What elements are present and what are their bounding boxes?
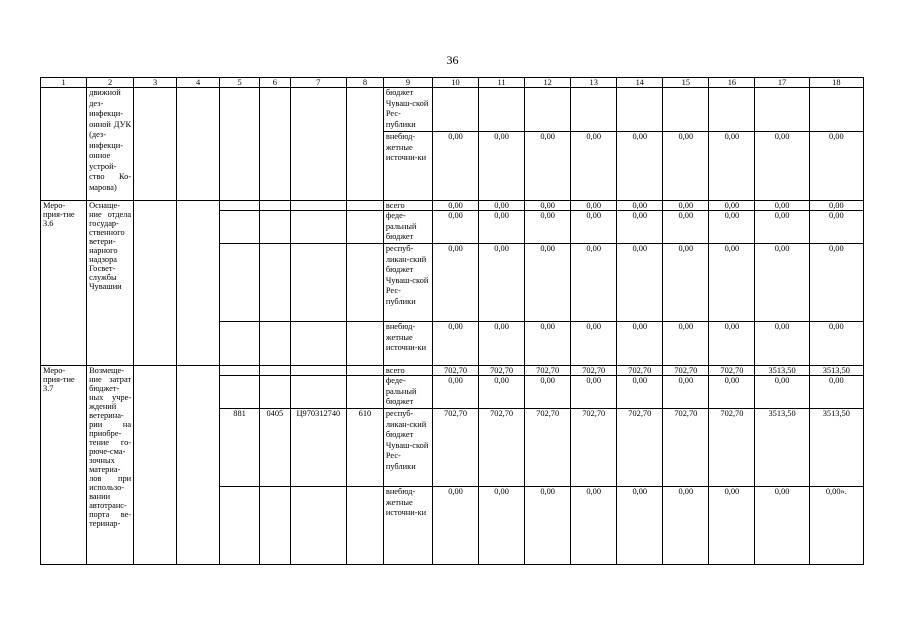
value-cell: 0,00 <box>525 244 571 322</box>
value-cell: 702,70 <box>617 366 663 376</box>
header-cell: 1 <box>41 78 87 88</box>
cell-c7 <box>290 366 346 376</box>
empty-cell <box>177 366 220 565</box>
value-cell: 0,00 <box>479 132 525 201</box>
empty-cell <box>134 366 177 565</box>
value-cell: 0,00 <box>709 376 755 409</box>
value-cell: 0,00». <box>809 487 863 565</box>
cell-c6 <box>260 244 291 322</box>
funding-source-cell: внебюд-жетные источни-ки <box>383 322 432 366</box>
value-cell: 3513,50 <box>755 366 809 376</box>
value-cell: 0,00 <box>809 376 863 409</box>
value-cell: 0,00 <box>617 487 663 565</box>
value-cell: 0,00 <box>571 211 617 244</box>
value-cell: 702,70 <box>432 366 478 376</box>
header-cell: 5 <box>220 78 260 88</box>
cell-c5 <box>220 244 260 322</box>
cell-c7 <box>290 244 346 322</box>
value-cell: 0,00 <box>525 132 571 201</box>
cell-c7 <box>290 322 346 366</box>
value-cell: 0,00 <box>755 132 809 201</box>
value-cell: 702,70 <box>479 366 525 376</box>
value-cell: 0,00 <box>755 376 809 409</box>
cell-c5 <box>220 88 260 201</box>
cell-c8 <box>347 88 384 201</box>
cell-c5 <box>220 487 260 565</box>
header-cell: 12 <box>525 78 571 88</box>
funding-source-cell: респуб-ликан-ский бюджет Чуваш-ской Рес-публики <box>383 244 432 322</box>
header-cell: 14 <box>617 78 663 88</box>
value-cell: 0,00 <box>709 132 755 201</box>
header-cell: 3 <box>134 78 177 88</box>
value-cell: 0,00 <box>571 244 617 322</box>
value-cell: 702,70 <box>571 409 617 487</box>
measure-name-cell: движной дез-инфекци-онной ДУК (дез-инфекци-онное устрой-ство Ко-марова) <box>87 88 134 201</box>
cell-c8 <box>347 487 384 565</box>
header-cell: 16 <box>709 78 755 88</box>
measure-name-cell: Оснаще-ние отдела государ-ственного ветери-нарного надзора Госвет-службы Чувашии <box>87 201 134 366</box>
header-cell: 7 <box>290 78 346 88</box>
empty-cell <box>134 201 177 366</box>
value-cell: 0,00 <box>525 201 571 211</box>
value-cell: 0,00 <box>809 211 863 244</box>
header-cell: 2 <box>87 78 134 88</box>
header-cell: 9 <box>383 78 432 88</box>
value-cell: 702,70 <box>617 409 663 487</box>
value-cell: 0,00 <box>709 211 755 244</box>
header-cell: 17 <box>755 78 809 88</box>
table-row <box>41 366 864 376</box>
value-cell: 0,00 <box>755 244 809 322</box>
header-cell: 4 <box>177 78 220 88</box>
cell-c6 <box>260 366 291 376</box>
cell-c5: 881 <box>220 409 260 487</box>
value-cell: 0,00 <box>525 487 571 565</box>
funding-source-cell: внебюд-жетные источни-ки <box>383 487 432 565</box>
value-cell: 0,00 <box>755 201 809 211</box>
value-cell: 0,00 <box>525 322 571 366</box>
value-cell: 0,00 <box>663 244 709 322</box>
cell-c8 <box>347 244 384 322</box>
value-cell <box>809 88 863 132</box>
value-cell: 0,00 <box>663 322 709 366</box>
value-cell: 0,00 <box>709 244 755 322</box>
value-cell: 0,00 <box>571 376 617 409</box>
value-cell: 0,00 <box>755 211 809 244</box>
value-cell: 0,00 <box>617 322 663 366</box>
value-cell: 0,00 <box>432 376 478 409</box>
value-cell: 702,70 <box>709 409 755 487</box>
value-cell: 0,00 <box>809 132 863 201</box>
value-cell <box>709 88 755 132</box>
value-cell: 0,00 <box>571 201 617 211</box>
cell-c8 <box>347 366 384 376</box>
value-cell: 0,00 <box>617 211 663 244</box>
value-cell: 0,00 <box>479 244 525 322</box>
cell-c8 <box>347 376 384 409</box>
value-cell: 0,00 <box>571 322 617 366</box>
table-row <box>41 88 864 132</box>
value-cell: 0,00 <box>479 376 525 409</box>
cell-c7 <box>290 487 346 565</box>
value-cell: 0,00 <box>617 201 663 211</box>
table-row <box>41 201 864 211</box>
cell-c5 <box>220 201 260 211</box>
value-cell: 0,00 <box>432 322 478 366</box>
value-cell: 0,00 <box>571 132 617 201</box>
funding-source-cell: феде-ральный бюджет <box>383 376 432 409</box>
value-cell: 0,00 <box>525 376 571 409</box>
value-cell: 0,00 <box>432 201 478 211</box>
value-cell: 3513,50 <box>809 366 863 376</box>
header-cell: 15 <box>663 78 709 88</box>
cell-c5 <box>220 322 260 366</box>
value-cell: 702,70 <box>571 366 617 376</box>
cell-c7 <box>290 201 346 211</box>
cell-c5 <box>220 211 260 244</box>
value-cell <box>432 88 478 132</box>
empty-cell <box>177 88 220 201</box>
value-cell: 0,00 <box>525 211 571 244</box>
value-cell: 0,00 <box>479 201 525 211</box>
value-cell: 0,00 <box>617 132 663 201</box>
value-cell: 0,00 <box>663 211 709 244</box>
funding-source-cell: всего <box>383 366 432 376</box>
header-cell: 6 <box>260 78 291 88</box>
value-cell: 0,00 <box>663 487 709 565</box>
value-cell: 0,00 <box>809 201 863 211</box>
cell-c6 <box>260 322 291 366</box>
value-cell <box>571 88 617 132</box>
value-cell: 0,00 <box>432 244 478 322</box>
value-cell: 0,00 <box>809 244 863 322</box>
budget-table <box>40 77 864 565</box>
cell-c8 <box>347 322 384 366</box>
value-cell: 0,00 <box>617 244 663 322</box>
measure-label-cell: Меро-прия-тие 3.6 <box>41 201 87 366</box>
cell-c8 <box>347 211 384 244</box>
value-cell: 0,00 <box>663 132 709 201</box>
value-cell: 0,00 <box>809 322 863 366</box>
value-cell <box>755 88 809 132</box>
value-cell: 0,00 <box>709 322 755 366</box>
value-cell: 0,00 <box>617 376 663 409</box>
value-cell: 702,70 <box>709 366 755 376</box>
header-cell: 11 <box>479 78 525 88</box>
value-cell: 0,00 <box>479 211 525 244</box>
funding-source-cell: внебюд-жетные источни-ки <box>383 132 432 201</box>
cell-c5 <box>220 376 260 409</box>
page-number: 36 <box>446 53 459 67</box>
value-cell: 0,00 <box>432 211 478 244</box>
measure-label-cell <box>41 88 87 201</box>
cell-c8: 610 <box>347 409 384 487</box>
cell-c7 <box>290 376 346 409</box>
cell-c6: 0405 <box>260 409 291 487</box>
measure-name-cell: Возмеще-ние затрат бюджет-ных учре-ждений ветерина-рии на приобре-тение го-рюче-сма-зочных материа-лов при использо-вании автотранс-порта ве-теринар- <box>87 366 134 565</box>
value-cell: 0,00 <box>432 487 478 565</box>
cell-c6 <box>260 211 291 244</box>
measure-label-cell: Меро-прия-тие 3.7 <box>41 366 87 565</box>
value-cell: 0,00 <box>755 322 809 366</box>
value-cell <box>525 88 571 132</box>
header-cell: 18 <box>809 78 863 88</box>
header-cell: 8 <box>347 78 384 88</box>
empty-cell <box>134 88 177 201</box>
value-cell: 702,70 <box>663 366 709 376</box>
value-cell: 702,70 <box>479 409 525 487</box>
cell-c5 <box>220 366 260 376</box>
value-cell <box>663 88 709 132</box>
value-cell: 702,70 <box>432 409 478 487</box>
header-row <box>41 78 864 88</box>
header-cell: 10 <box>432 78 478 88</box>
cell-c6 <box>260 88 291 201</box>
funding-source-cell: феде-ральный бюджет <box>383 211 432 244</box>
value-cell: 0,00 <box>755 487 809 565</box>
value-cell <box>479 88 525 132</box>
cell-c6 <box>260 487 291 565</box>
empty-cell <box>177 201 220 366</box>
value-cell: 0,00 <box>571 487 617 565</box>
value-cell: 702,70 <box>525 366 571 376</box>
value-cell: 0,00 <box>709 201 755 211</box>
value-cell: 702,70 <box>525 409 571 487</box>
value-cell: 0,00 <box>479 322 525 366</box>
value-cell: 0,00 <box>432 132 478 201</box>
cell-c6 <box>260 376 291 409</box>
value-cell: 702,70 <box>663 409 709 487</box>
value-cell: 0,00 <box>663 201 709 211</box>
header-cell: 13 <box>571 78 617 88</box>
value-cell: 0,00 <box>709 487 755 565</box>
cell-c8 <box>347 201 384 211</box>
funding-source-cell: всего <box>383 201 432 211</box>
cell-c6 <box>260 201 291 211</box>
cell-c7 <box>290 88 346 201</box>
value-cell: 3513,50 <box>809 409 863 487</box>
cell-c7 <box>290 211 346 244</box>
value-cell: 0,00 <box>479 487 525 565</box>
funding-source-cell: респуб-ликан-ский бюджет Чуваш-ской Рес-публики <box>383 409 432 487</box>
funding-source-cell: бюджет Чуваш-ской Рес-публики <box>383 88 432 132</box>
value-cell: 0,00 <box>663 376 709 409</box>
cell-c7: Ц970312740 <box>290 409 346 487</box>
value-cell: 3513,50 <box>755 409 809 487</box>
value-cell <box>617 88 663 132</box>
